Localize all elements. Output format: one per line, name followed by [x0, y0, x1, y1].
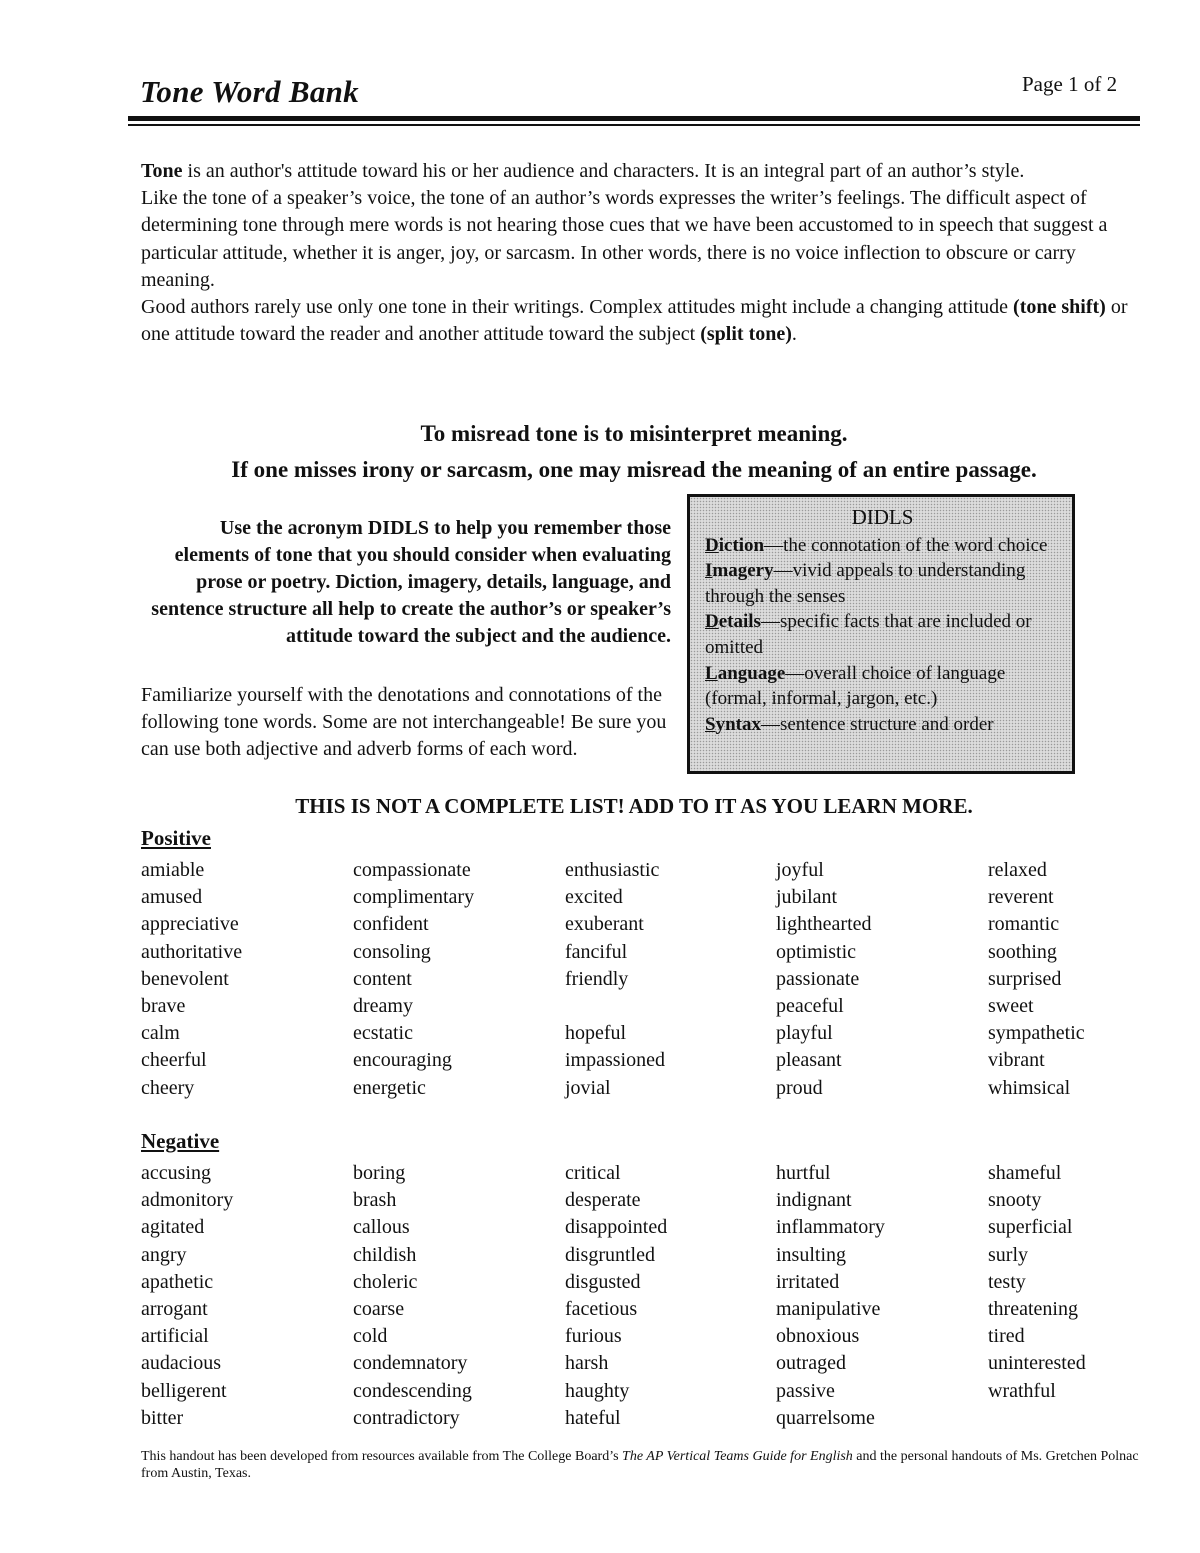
- tone-word: optimistic: [776, 940, 856, 963]
- tone-word: belligerent: [141, 1379, 227, 1402]
- tone-word: arrogant: [141, 1297, 208, 1320]
- intro-paragraph-3: [141, 294, 1141, 348]
- tone-word: contradictory: [353, 1406, 460, 1429]
- tone-word: peaceful: [776, 994, 844, 1017]
- tone-word: threatening: [988, 1297, 1078, 1320]
- tone-term: Tone: [141, 160, 183, 182]
- tone-word: agitated: [141, 1216, 205, 1239]
- tone-word: irritated: [776, 1270, 840, 1293]
- tone-word: encouraging: [353, 1049, 452, 1072]
- tone-word: friendly: [565, 967, 629, 990]
- tone-word: romantic: [988, 913, 1060, 936]
- tone-word: hateful: [565, 1406, 621, 1429]
- didls-item-diction: Diction—the connotation of the word choice: [705, 534, 1048, 556]
- didls-box: [687, 494, 1075, 774]
- tone-word: bitter: [141, 1406, 184, 1429]
- tone-word: excited: [565, 886, 623, 909]
- tone-word: exuberant: [565, 913, 644, 936]
- tone-word: angry: [141, 1243, 187, 1266]
- tone-word: cheery: [141, 1076, 195, 1099]
- tone-word: uninterested: [988, 1352, 1086, 1375]
- tone-word: compassionate: [353, 859, 471, 881]
- tone-word: soothing: [988, 940, 1057, 963]
- header-rule-thin: [128, 124, 1140, 126]
- not-complete-notice: THIS IS NOT A COMPLETE LIST! ADD TO IT AS YOU LEARN MORE.: [295, 794, 973, 818]
- intro-paragraph-3-text-b: or one attitude toward the reader and another attitude toward the subject: [141, 296, 1128, 346]
- tone-word: sweet: [988, 994, 1034, 1017]
- tone-word: disgruntled: [565, 1243, 655, 1266]
- tone-word: amused: [141, 886, 203, 909]
- tone-word: whimsical: [988, 1076, 1071, 1099]
- tone-word: surprised: [988, 967, 1062, 990]
- footer-text-b: and the personal handouts of Ms. Gretchen Polnac from Austin, Texas.: [141, 1449, 1139, 1481]
- tone-word: [565, 993, 776, 1020]
- didls-box-title: DIDLS: [851, 505, 914, 529]
- intro-paragraph-1-text: is an author's attitude toward his or her audience and characters. It is an integral part of an author’s style.: [182, 160, 1025, 182]
- tone-word: quarrelsome: [776, 1406, 875, 1429]
- tone-word: appreciative: [141, 913, 239, 936]
- emphasis-line-2: If one misses irony or sarcasm, one may misread the meaning of an entire passage.: [231, 457, 1037, 482]
- tone-word: amiable: [141, 859, 205, 881]
- tone-word: ecstatic: [353, 1022, 413, 1045]
- tone-word: relaxed: [988, 859, 1047, 881]
- tone-word: indignant: [776, 1189, 852, 1212]
- tone-word: content: [353, 967, 412, 990]
- tone-word: furious: [565, 1325, 622, 1348]
- tone-word: impassioned: [565, 1049, 665, 1072]
- tone-word: passionate: [776, 967, 860, 990]
- tone-word: choleric: [353, 1270, 418, 1293]
- tone-word: vibrant: [988, 1049, 1045, 1072]
- tone-word: harsh: [565, 1352, 609, 1375]
- tone-word: callous: [353, 1216, 410, 1239]
- page-number: Page 1 of 2: [1022, 72, 1118, 96]
- tone-word: hurtful: [776, 1162, 831, 1184]
- familiarize-paragraph: Familiarize yourself with the denotations and connotations of the following tone words. Some are not interchangeable! Be sure you can use both adjective and adverb forms of each word.: [141, 684, 667, 760]
- tone-word: critical: [565, 1162, 621, 1184]
- tone-word: snooty: [988, 1189, 1042, 1212]
- tone-word: [988, 1405, 1141, 1432]
- tone-word: sympathetic: [988, 1022, 1085, 1045]
- negative-word-list: [141, 1160, 1141, 1432]
- tone-word: disgusted: [565, 1270, 641, 1293]
- tone-word: joyful: [776, 859, 824, 881]
- tone-word: proud: [776, 1076, 823, 1099]
- tone-word: disappointed: [565, 1216, 668, 1239]
- tone-word: tired: [988, 1325, 1025, 1348]
- tone-shift-term: (tone shift): [1013, 296, 1106, 319]
- tone-word: cold: [353, 1325, 388, 1348]
- tone-word: cheerful: [141, 1049, 207, 1072]
- tone-word: admonitory: [141, 1189, 234, 1212]
- intro-paragraph-3-text-a: Good authors rarely use only one tone in their writings. Complex attitudes might include a changing attitude: [141, 296, 1014, 319]
- tone-word: reverent: [988, 886, 1054, 909]
- header-rule-thick: [128, 116, 1140, 121]
- document-title: Tone Word Bank: [140, 74, 359, 109]
- tone-word: inflammatory: [776, 1216, 885, 1239]
- tone-word: fanciful: [565, 940, 628, 963]
- intro-paragraph-1: [141, 158, 1141, 185]
- tone-word: obnoxious: [776, 1325, 860, 1348]
- positive-word-list: [141, 857, 1141, 1102]
- tone-word: jubilant: [776, 886, 838, 909]
- tone-word: calm: [141, 1022, 180, 1045]
- tone-word: accusing: [141, 1162, 211, 1184]
- tone-word: playful: [776, 1022, 833, 1045]
- didls-item-language: Language—overall choice of language (formal, informal, jargon, etc.): [705, 662, 1006, 710]
- tone-word: insulting: [776, 1243, 847, 1266]
- tone-word: benevolent: [141, 967, 229, 990]
- tone-word: dreamy: [353, 994, 413, 1017]
- tone-word: superficial: [988, 1216, 1073, 1239]
- intro-paragraph-2: Like the tone of a speaker’s voice, the tone of an author’s words expresses the writer’s feelings. The difficult aspect of determining tone through mere words is not hearing those cues that we have been accustomed to in speech that suggest a particular attitude, whether it is anger, joy, or sarcasm. In other words, there is no voice inflection to obscure or carry meaning.: [141, 187, 1108, 291]
- tone-word: desperate: [565, 1189, 641, 1212]
- emphasis-line-1: To misread tone is to misinterpret meaning.: [420, 421, 848, 446]
- tone-word: apathetic: [141, 1270, 214, 1293]
- tone-word: manipulative: [776, 1297, 881, 1320]
- tone-word: complimentary: [353, 886, 475, 909]
- intro-paragraph-3-text-c: .: [791, 323, 797, 346]
- tone-word: wrathful: [988, 1379, 1056, 1402]
- tone-word: hopeful: [565, 1022, 627, 1045]
- tone-word: pleasant: [776, 1049, 842, 1072]
- tone-word: condemnatory: [353, 1352, 468, 1375]
- footer-book-title: The AP Vertical Teams Guide for English: [622, 1449, 853, 1464]
- emphasis-statement: [128, 416, 1140, 488]
- intro-text: [141, 158, 1141, 348]
- tone-word: confident: [353, 913, 429, 936]
- tone-word: coarse: [353, 1297, 405, 1320]
- didls-item-syntax: Syntax—sentence structure and order: [705, 713, 994, 735]
- tone-word: surly: [988, 1243, 1028, 1266]
- tone-word: enthusiastic: [565, 859, 660, 881]
- tone-word: boring: [353, 1162, 406, 1184]
- tone-word: haughty: [565, 1379, 630, 1402]
- positive-heading: Positive: [141, 826, 211, 850]
- tone-word: condescending: [353, 1379, 472, 1402]
- negative-heading: Negative: [141, 1129, 220, 1153]
- tone-word: audacious: [141, 1352, 221, 1375]
- tone-word: outraged: [776, 1352, 846, 1375]
- tone-word: brash: [353, 1189, 397, 1212]
- didls-item-imagery: Imagery—vivid appeals to understanding through the senses: [705, 560, 1026, 607]
- didls-instructions: Use the acronym DIDLS to help you remember those elements of tone that you should consider when evaluating prose or poetry. Diction, imagery, details, language, and sentence structure all help to create the author’s or speaker’s attitude toward the subject and the audience.: [151, 517, 671, 647]
- tone-word: passive: [776, 1379, 835, 1402]
- tone-word: brave: [141, 994, 186, 1017]
- tone-word: energetic: [353, 1076, 426, 1099]
- tone-word: jovial: [565, 1076, 611, 1099]
- tone-word: facetious: [565, 1297, 638, 1320]
- tone-word: authoritative: [141, 940, 243, 963]
- tone-word: lighthearted: [776, 913, 872, 936]
- tone-word: shameful: [988, 1162, 1062, 1184]
- footer-credit: [141, 1448, 1141, 1482]
- tone-word: artificial: [141, 1325, 209, 1348]
- tone-word: testy: [988, 1270, 1026, 1293]
- footer-text-a: This handout has been developed from resources available from The College Board’s: [141, 1449, 623, 1464]
- tone-word: consoling: [353, 940, 431, 963]
- didls-item-details: Details—specific facts that are included or omitted: [705, 611, 1032, 658]
- tone-word: childish: [353, 1243, 417, 1266]
- split-tone-term: (split tone): [700, 323, 792, 346]
